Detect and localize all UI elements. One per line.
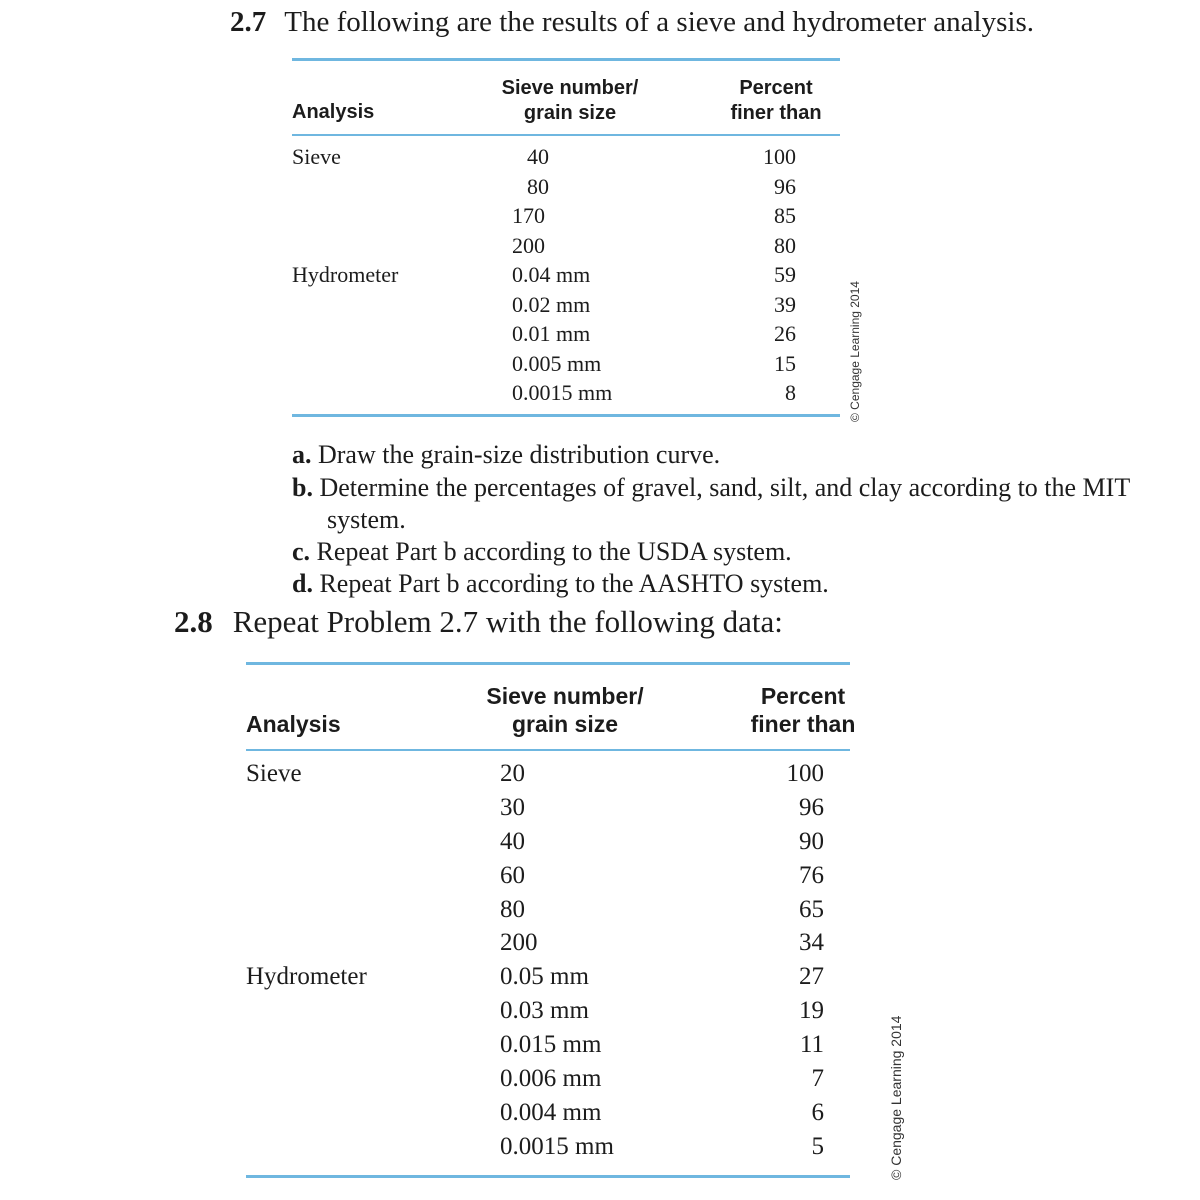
copyright-credit: © Cengage Learning 2014	[848, 281, 862, 422]
row-size: 0.03 mm	[500, 997, 589, 1024]
row-percent: 39	[774, 292, 796, 317]
row-percent: 85	[774, 203, 796, 228]
row-percent: 34	[799, 929, 824, 956]
row-percent: 59	[774, 262, 796, 287]
part-text: Draw the grain-size distribution curve.	[318, 440, 721, 469]
part-label: a.	[292, 440, 312, 469]
row-percent: 96	[799, 794, 824, 821]
header-percent-finer	[706, 76, 846, 126]
row-size: 200	[512, 233, 545, 258]
row-size: 0.05 mm	[500, 963, 589, 990]
header-sieve-number	[455, 682, 675, 738]
part-label: b.	[292, 473, 313, 502]
row-analysis-label: Sieve	[246, 760, 302, 787]
row-percent: 80	[774, 233, 796, 258]
problem-2-7-heading	[230, 6, 1034, 39]
part-d	[292, 569, 829, 599]
row-percent: 26	[774, 321, 796, 346]
row-size: 170	[512, 203, 545, 228]
table-header-rule	[246, 749, 850, 751]
row-percent: 11	[799, 1031, 824, 1058]
row-size: 80	[500, 896, 525, 923]
row-percent: 65	[799, 896, 824, 923]
row-size: 0.04 mm	[512, 262, 591, 287]
header-percent-finer	[728, 682, 878, 738]
row-percent: 100	[786, 760, 824, 787]
header-sieve-line2: grain size	[523, 102, 617, 124]
header-percent-line1: Percent	[760, 683, 846, 709]
row-size: 40	[527, 144, 549, 169]
row-percent: 6	[811, 1099, 824, 1126]
header-sieve-line1: Sieve number/	[486, 683, 644, 709]
table-top-rule	[292, 58, 840, 61]
part-c	[292, 537, 792, 567]
row-size: 20	[500, 760, 525, 787]
header-sieve-line1: Sieve number/	[501, 77, 639, 99]
header-analysis: Analysis	[246, 711, 341, 737]
row-size: 0.01 mm	[512, 321, 591, 346]
part-b-continued: system.	[327, 505, 406, 534]
table-header-rule	[292, 134, 840, 136]
part-label: d.	[292, 569, 313, 598]
header-percent-line2: finer than	[730, 102, 822, 124]
row-percent: 90	[799, 828, 824, 855]
row-size: 0.015 mm	[500, 1031, 602, 1058]
row-analysis-label: Hydrometer	[292, 262, 399, 287]
header-sieve-line2: grain size	[511, 711, 619, 737]
row-size: 0.0015 mm	[512, 380, 613, 405]
part-a	[292, 440, 720, 470]
problem-2-8-heading	[174, 604, 783, 640]
row-size: 40	[500, 828, 525, 855]
row-analysis-label: Sieve	[292, 144, 341, 169]
row-percent: 7	[811, 1065, 824, 1092]
table-bottom-rule	[246, 1175, 850, 1178]
row-size: 200	[500, 929, 538, 956]
row-size: 30	[500, 794, 525, 821]
table-bottom-rule	[292, 414, 840, 417]
row-percent: 27	[799, 963, 824, 990]
table-top-rule	[246, 662, 850, 665]
header-analysis: Analysis	[292, 101, 375, 123]
row-size: 0.004 mm	[500, 1099, 602, 1126]
row-percent: 76	[799, 862, 824, 889]
row-percent: 96	[774, 174, 796, 199]
row-percent: 8	[785, 380, 796, 405]
part-label: c.	[292, 537, 311, 566]
row-size: 0.006 mm	[500, 1065, 602, 1092]
row-size: 80	[527, 174, 549, 199]
row-percent: 19	[799, 997, 824, 1024]
problem-statement: The following are the results of a sieve and hydrometer analysis.	[284, 6, 1034, 38]
part-text: Repeat Part b according to the USDA system.	[316, 537, 792, 566]
row-size: 0.02 mm	[512, 292, 591, 317]
row-size: 0.0015 mm	[500, 1133, 614, 1160]
row-percent: 5	[811, 1133, 824, 1160]
part-text: Determine the percentages of gravel, sand, silt, and clay according to the MIT	[319, 473, 1131, 502]
row-percent: 100	[763, 144, 796, 169]
header-percent-line1: Percent	[739, 77, 813, 99]
problem-number: 2.7	[230, 6, 267, 38]
part-b	[292, 473, 1130, 503]
header-percent-line2: finer than	[750, 711, 856, 737]
header-sieve-number	[470, 76, 670, 126]
row-percent: 15	[774, 351, 796, 376]
copyright-credit: © Cengage Learning 2014	[888, 1015, 904, 1180]
row-analysis-label: Hydrometer	[246, 963, 367, 990]
part-text: Repeat Part b according to the AASHTO system.	[319, 569, 829, 598]
row-size: 60	[500, 862, 525, 889]
row-size: 0.005 mm	[512, 351, 602, 376]
problem-number: 2.8	[174, 604, 213, 639]
problem-statement: Repeat Problem 2.7 with the following data:	[232, 604, 783, 639]
